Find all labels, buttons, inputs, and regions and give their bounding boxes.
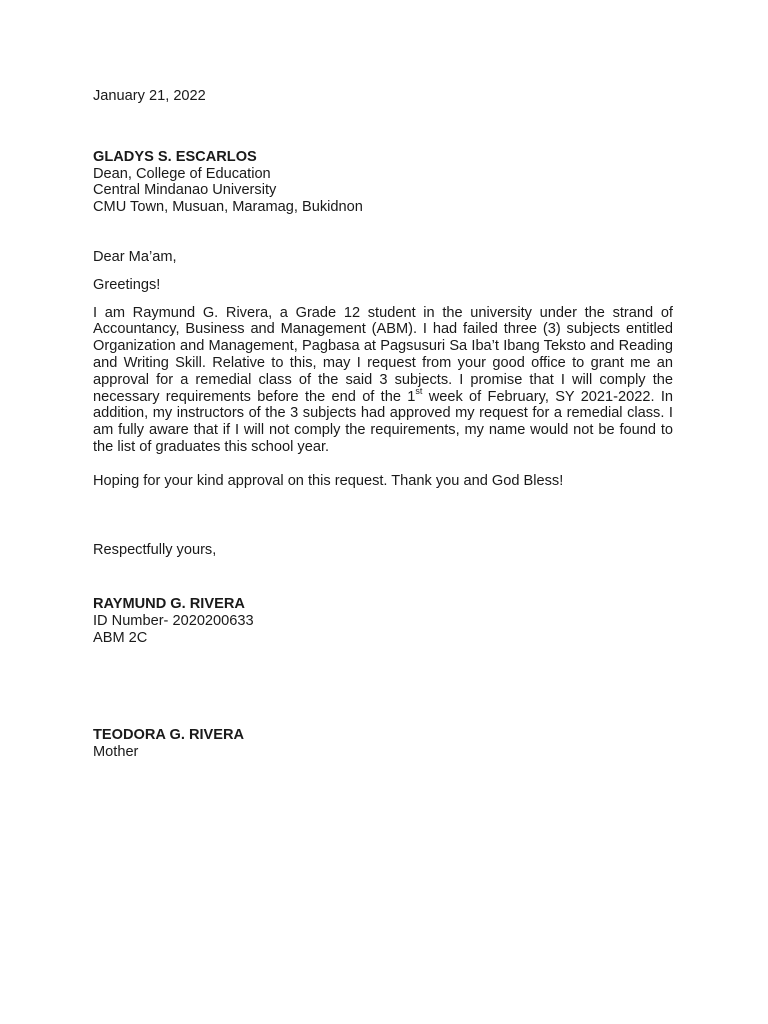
- parent-name: TEODORA G. RIVERA: [93, 726, 245, 743]
- body-text-part-2: week of February, SY 2021-2022. In addition, my instructors of the 3 subjects had approved my request for a remedial class. I am fully aware that if I will not comply the requirements, my name would not be found to the list of graduates this school year.: [93, 388, 674, 455]
- recipient-name: GLADYS S. ESCARLOS: [93, 148, 257, 165]
- recipient-title: Dean, College of Education: [93, 165, 271, 182]
- body-paragraph: [93, 305, 673, 456]
- recipient-address: CMU Town, Musuan, Maramag, Bukidnon: [93, 199, 363, 216]
- letter-date: January 21, 2022: [93, 88, 206, 104]
- recipient-institution: Central Mindanao University: [93, 182, 277, 199]
- letter: [93, 88, 673, 760]
- salutation: Dear Ma’am,: [93, 248, 177, 265]
- recipient-block: [93, 149, 673, 216]
- ordinal-superscript: st: [415, 385, 423, 396]
- greeting: Greetings!: [93, 276, 161, 293]
- sender-name: RAYMUND G. RIVERA: [93, 596, 245, 613]
- parent-relation: Mother: [93, 743, 139, 760]
- sender-section: ABM 2C: [93, 629, 148, 646]
- sender-block: [93, 596, 673, 646]
- parent-block: [93, 727, 673, 761]
- closing-paragraph: Hoping for your kind approval on this request. Thank you and God Bless!: [93, 472, 564, 489]
- sender-id-number: ID Number- 2020200633: [93, 613, 254, 630]
- body-text-part-1: I am Raymund G. Rivera, a Grade 12 student in the university under the strand of Accountancy, Business and Management (ABM). I had failed three (3) subjects entitled Organization and Management, Pagbasa at Pagsusuri Sa Iba’t Ibang Teksto and Reading and Writing Skill. Relative to this, may I request from your good office to grant me an approval for a remedial class of the said 3 subjects. I promise that I will comply the necessary requirements before the end of the 1: [93, 304, 673, 405]
- signoff: Respectfully yours,: [93, 541, 217, 558]
